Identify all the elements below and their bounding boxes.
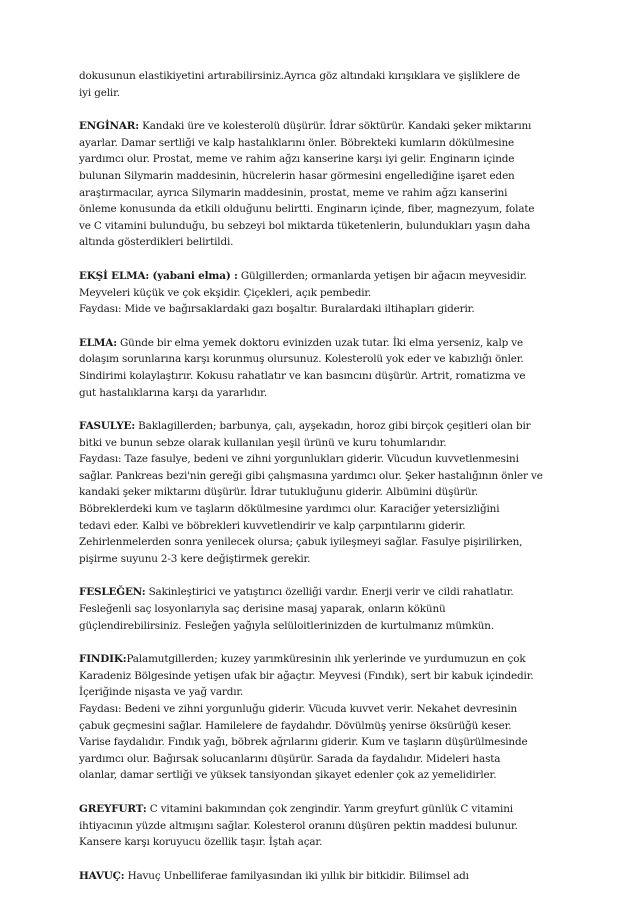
entry-term: ELMA: — [79, 336, 117, 349]
text-line: ve C vitamini bulunduğu, bu sebzeyi bol miktarda tüketenlerin, bulundukları yaşın daha — [79, 219, 531, 232]
entry-term: HAVUÇ: — [79, 869, 125, 882]
text-line: tedavi eder. Kalbi ve böbrekleri kuvvetlendirir ve kalp çarpıntılarını giderir. — [79, 519, 466, 532]
text-line: Böbreklerdeki kum ve taşların dökülmesine yardımcı olur. Karaciğer yetersizliğini — [79, 503, 500, 516]
text-line: Faydası: Taze fasulye, bedeni ve zihni yorgunlukları giderir. Vücudun kuvvetlenmesini — [79, 453, 519, 466]
entry-text: C vitamini bakımından çok zengindir. Yarım greyfurt günlük C vitamini — [146, 802, 513, 815]
text-line: İçeriğinde nişasta ve yağ vardır. — [79, 686, 244, 699]
text-line: Sindirimi kolaylaştırır. Kokusu rahatlatır ve kan basıncını düşürür. Artrit, romatizma ve — [79, 369, 526, 382]
entry-term: ENGİNAR: — [79, 120, 139, 133]
text-line: olanlar, damar sertliği ve yüksek tansiyondan şikayet edenler çok az yemelidirler. — [79, 769, 497, 782]
entry-text: Kandaki üre ve kolesterolü düşürür. İdrar söktürür. Kandaki şeker miktarını — [138, 120, 532, 133]
text-line: Faydası: Mide ve bağırsaklardaki gazı boşaltır. Buralardaki iltihapları giderir. — [79, 303, 475, 316]
paragraph-greyfurt — [79, 801, 567, 851]
entry-text: Günde bir elma yemek doktoru evinizden uzak tutar. İki elma yerseniz, kalp ve — [116, 336, 524, 349]
text-line: dolaşım sorunlarına karşı korunmuş olursunuz. Kolesterolü yok eder ve kabızlığı önler. — [79, 353, 524, 366]
text-line: Meyveleri küçük ve çok ekşidir. Çiçekleri, açık pembedir. — [79, 286, 372, 299]
text-line: bulunan Silymarin maddesinin, hücrelerin hasar görmesini engellediğine işaret eden — [79, 169, 515, 182]
text-line: gut hastalıklarına karşı da yararlıdır. — [79, 386, 268, 399]
entry-text: Sakinleştirici ve yatıştırıcı özelliği vardır. Enerji verir ve cildi rahatlatır. — [145, 586, 514, 599]
text-line: iyi gelir. — [79, 86, 120, 99]
text-line: Varise faydalıdır. Fındık yağı, böbrek ağrılarını giderir. Kum ve taşların düşürülmesinde — [79, 736, 528, 749]
entry-term: EKŞİ ELMA: (yabani elma) : — [79, 269, 238, 282]
entry-text: Baklagillerden; barbunya, çalı, ayşekadın, horoz gibi birçok çeşitleri olan bir — [135, 420, 531, 433]
paragraph-havuc — [79, 868, 567, 885]
text-line: araştırmacılar, ayrıca Silymarin maddesinin, prostat, meme ve rahim ağzı kanserini — [79, 186, 508, 199]
paragraph-feslegen — [79, 584, 567, 634]
text-line — [79, 651, 567, 668]
text-line: dokusunun elastikiyetini artırabilirsiniz.Ayrıca göz altındaki kırışıklara ve şişliklere de — [79, 70, 520, 82]
text-line: ihtiyacının yüzde altmışını sağlar. Kolesterol oranını düşüren pektin maddesi bulunur. — [79, 819, 518, 832]
text-line: kandaki şeker miktarını düşürür. İdrar tutukluğunu giderir. Albümini düşürür. — [79, 486, 479, 499]
text-line — [79, 801, 567, 818]
text-line: ayarlar. Damar sertliği ve kalp hastalıklarını önler. Böbrekteki kumların dökülmesine — [79, 136, 514, 149]
entry-term: FASULYE: — [79, 420, 136, 433]
text-line — [79, 584, 567, 601]
paragraph-intro — [79, 68, 567, 101]
entry-term: FESLEĞEN: — [79, 586, 146, 599]
text-line: bitki ve bunun sebze olarak kullanılan yeşil ürünü ve kuru tohumlarıdır. — [79, 436, 447, 449]
text-line — [79, 335, 567, 352]
text-line: çabuk geçmesini sağlar. Hamilelere de faydalıdır. Dövülmüş yenirse öksürüğü keser. — [79, 719, 512, 732]
text-line: güçlendirebilirsiniz. Fesleğen yağıyla selüloitlerinizden de kurtulmanız mümkün. — [79, 619, 494, 632]
entry-text: Gülgillerden; ormanlarda yetişen bir ağacın meyvesidir. — [237, 269, 527, 282]
entry-text: Havuç Unbelliferae familyasından iki yıllık bir bitkidir. Bilimsel adı — [124, 869, 469, 882]
text-line: yardımcı olur. Bağırsak solucanlarını düşürür. Sarada da faydalıdır. Mideleri hasta — [79, 752, 501, 765]
document-page — [79, 68, 567, 901]
paragraph-fasulye — [79, 418, 567, 567]
paragraph-enginar — [79, 118, 567, 251]
entry-term: FINDIK: — [79, 653, 127, 666]
entry-term: GREYFURT: — [79, 802, 147, 815]
text-line: altında gösterdikleri belirtildi. — [79, 236, 234, 249]
text-line — [79, 418, 567, 435]
paragraph-findik — [79, 651, 567, 784]
paragraph-elma — [79, 335, 567, 401]
text-line — [79, 118, 567, 135]
text-line: yardımcı olur. Prostat, meme ve rahim ağzı kanserine karşı iyi gelir. Enginarın içinde — [79, 153, 515, 166]
text-line: Fesleğenli saç losyonlarıyla saç derisine masaj yaparak, onların kökünü — [79, 603, 446, 616]
text-line: sağlar. Pankreas bezi'nin gereği gibi çalışmasına yardımcı olur. Şeker hastalığının önler ve — [79, 469, 543, 482]
text-line: Zehirlenmelerden sonra yenilecek olursa; çabuk iyileşmeyi sağlar. Fasulye pişirilirken, — [79, 536, 523, 549]
text-line: Karadeniz Bölgesinde yetişen ufak bir ağaçtır. Meyvesi (Fındık), sert bir kabuk içindedir. — [79, 669, 534, 682]
text-line — [79, 268, 567, 285]
text-line — [79, 868, 567, 885]
text-line: Kansere karşı koruyucu özellik taşır. İştah açar. — [79, 836, 323, 849]
text-line: önleme konusunda da etkili olduğunu belirtti. Enginarın içinde, fiber, magnezyum, folate — [79, 203, 535, 216]
text-line: pişirme suyunu 2-3 kere değiştirmek gerekir. — [79, 552, 311, 565]
entry-text: Palamutgillerden; kuzey yarımküresinin ılık yerlerinde ve yurdumuzun en çok — [126, 653, 526, 666]
text-line: Faydası: Bedeni ve zihni yorgunluğu giderir. Vücuda kuvvet verir. Nekahet devresinin — [79, 703, 518, 715]
paragraph-eksi-elma — [79, 268, 567, 318]
